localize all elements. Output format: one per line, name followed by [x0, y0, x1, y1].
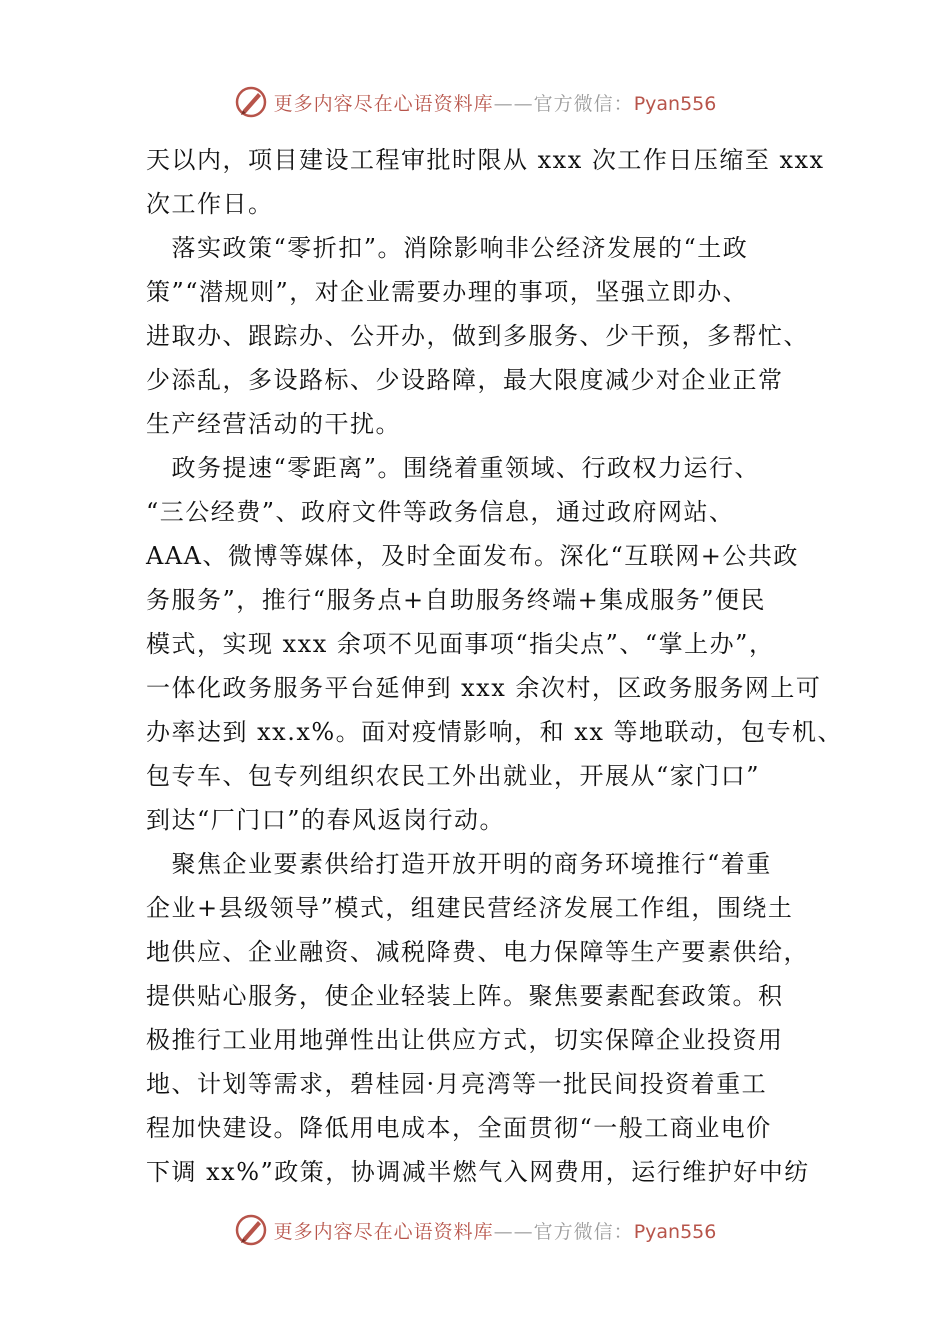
- text-line: AAA、微博等媒体，及时全面发布。深化“互联网+公共政: [146, 542, 799, 570]
- text-line: 少添乱，多设路标、少设路障，最大限度减少对企业正常: [146, 366, 784, 394]
- watermark-wechat-label: 官方微信：: [533, 1220, 634, 1243]
- text-line: 企业+县级领导”模式，组建民营经济发展工作组，围绕土: [146, 894, 794, 922]
- text-line: 地、计划等需求，碧桂园·月亮湾等一批民间投资着重工: [146, 1070, 768, 1098]
- text-line: 办率达到 xx.x%。面对疫情影响，和 xx 等地联动，包专机、: [146, 718, 843, 746]
- watermark-wechat-id: Pyan556: [633, 1220, 717, 1243]
- text-line: 到达“厂门口”的春风返岗行动。: [146, 806, 506, 834]
- text-line: “三公经费”、政府文件等政务信息，通过政府网站、: [146, 498, 735, 526]
- pen-logo-icon: [234, 85, 268, 119]
- text-line: 策”“潜规则”，对企业需要办理的事项，坚强立即办、: [146, 278, 749, 306]
- text-line: 模式，实现 xxx 余项不见面事项“指尖点”、“掌上办”，: [146, 630, 775, 658]
- text-line: 次工作日。: [146, 190, 274, 218]
- text-line: 程加快建设。降低用电成本，全面贯彻“一般工商业电价: [146, 1114, 772, 1142]
- text-line: 包专车、包专列组织农民工外出就业，开展从“家门口”: [146, 762, 761, 790]
- watermark-dash: ——: [493, 1220, 534, 1243]
- document-body: [146, 138, 843, 1194]
- pen-logo-icon: [234, 1213, 268, 1247]
- text-line: 落实政策“零折扣”。消除影响非公经济发展的“土政: [146, 234, 749, 262]
- watermark-wechat-label: 官方微信：: [533, 92, 634, 115]
- watermark-site-text: 更多内容尽在心语资料库: [273, 1220, 494, 1243]
- text-line: 提供贴心服务，使企业轻装上阵。聚焦要素配套政策。积: [146, 982, 784, 1010]
- text-line: 生产经营活动的干扰。: [146, 410, 401, 438]
- header-watermark: [0, 82, 950, 122]
- text-line: 聚焦企业要素供给打造开放开明的商务环境推行“着重: [146, 850, 772, 878]
- text-line: 一体化政务服务平台延伸到 xxx 余次村，区政务服务网上可: [146, 674, 822, 702]
- text-line: 下调 xx%”政策，协调减半燃气入网费用，运行维护好中纺: [146, 1158, 810, 1186]
- watermark-dash: ——: [493, 92, 534, 115]
- text-line: 极推行工业用地弹性出让供应方式，切实保障企业投资用: [146, 1026, 784, 1054]
- footer-watermark: [0, 1210, 950, 1250]
- text-line: 务服务”，推行“服务点+自助服务终端+集成服务”便民: [146, 586, 767, 614]
- text-line: 地供应、企业融资、减税降费、电力保障等生产要素供给，: [146, 938, 809, 966]
- watermark-site-text: 更多内容尽在心语资料库: [273, 92, 494, 115]
- watermark-wechat-id: Pyan556: [633, 92, 717, 115]
- text-line: 天以内，项目建设工程审批时限从 xxx 次工作日压缩至 xxx: [146, 146, 825, 174]
- text-line: 进取办、跟踪办、公开办，做到多服务、少干预，多帮忙、: [146, 322, 809, 350]
- text-line: 政务提速“零距离”。围绕着重领域、行政权力运行、: [146, 454, 761, 482]
